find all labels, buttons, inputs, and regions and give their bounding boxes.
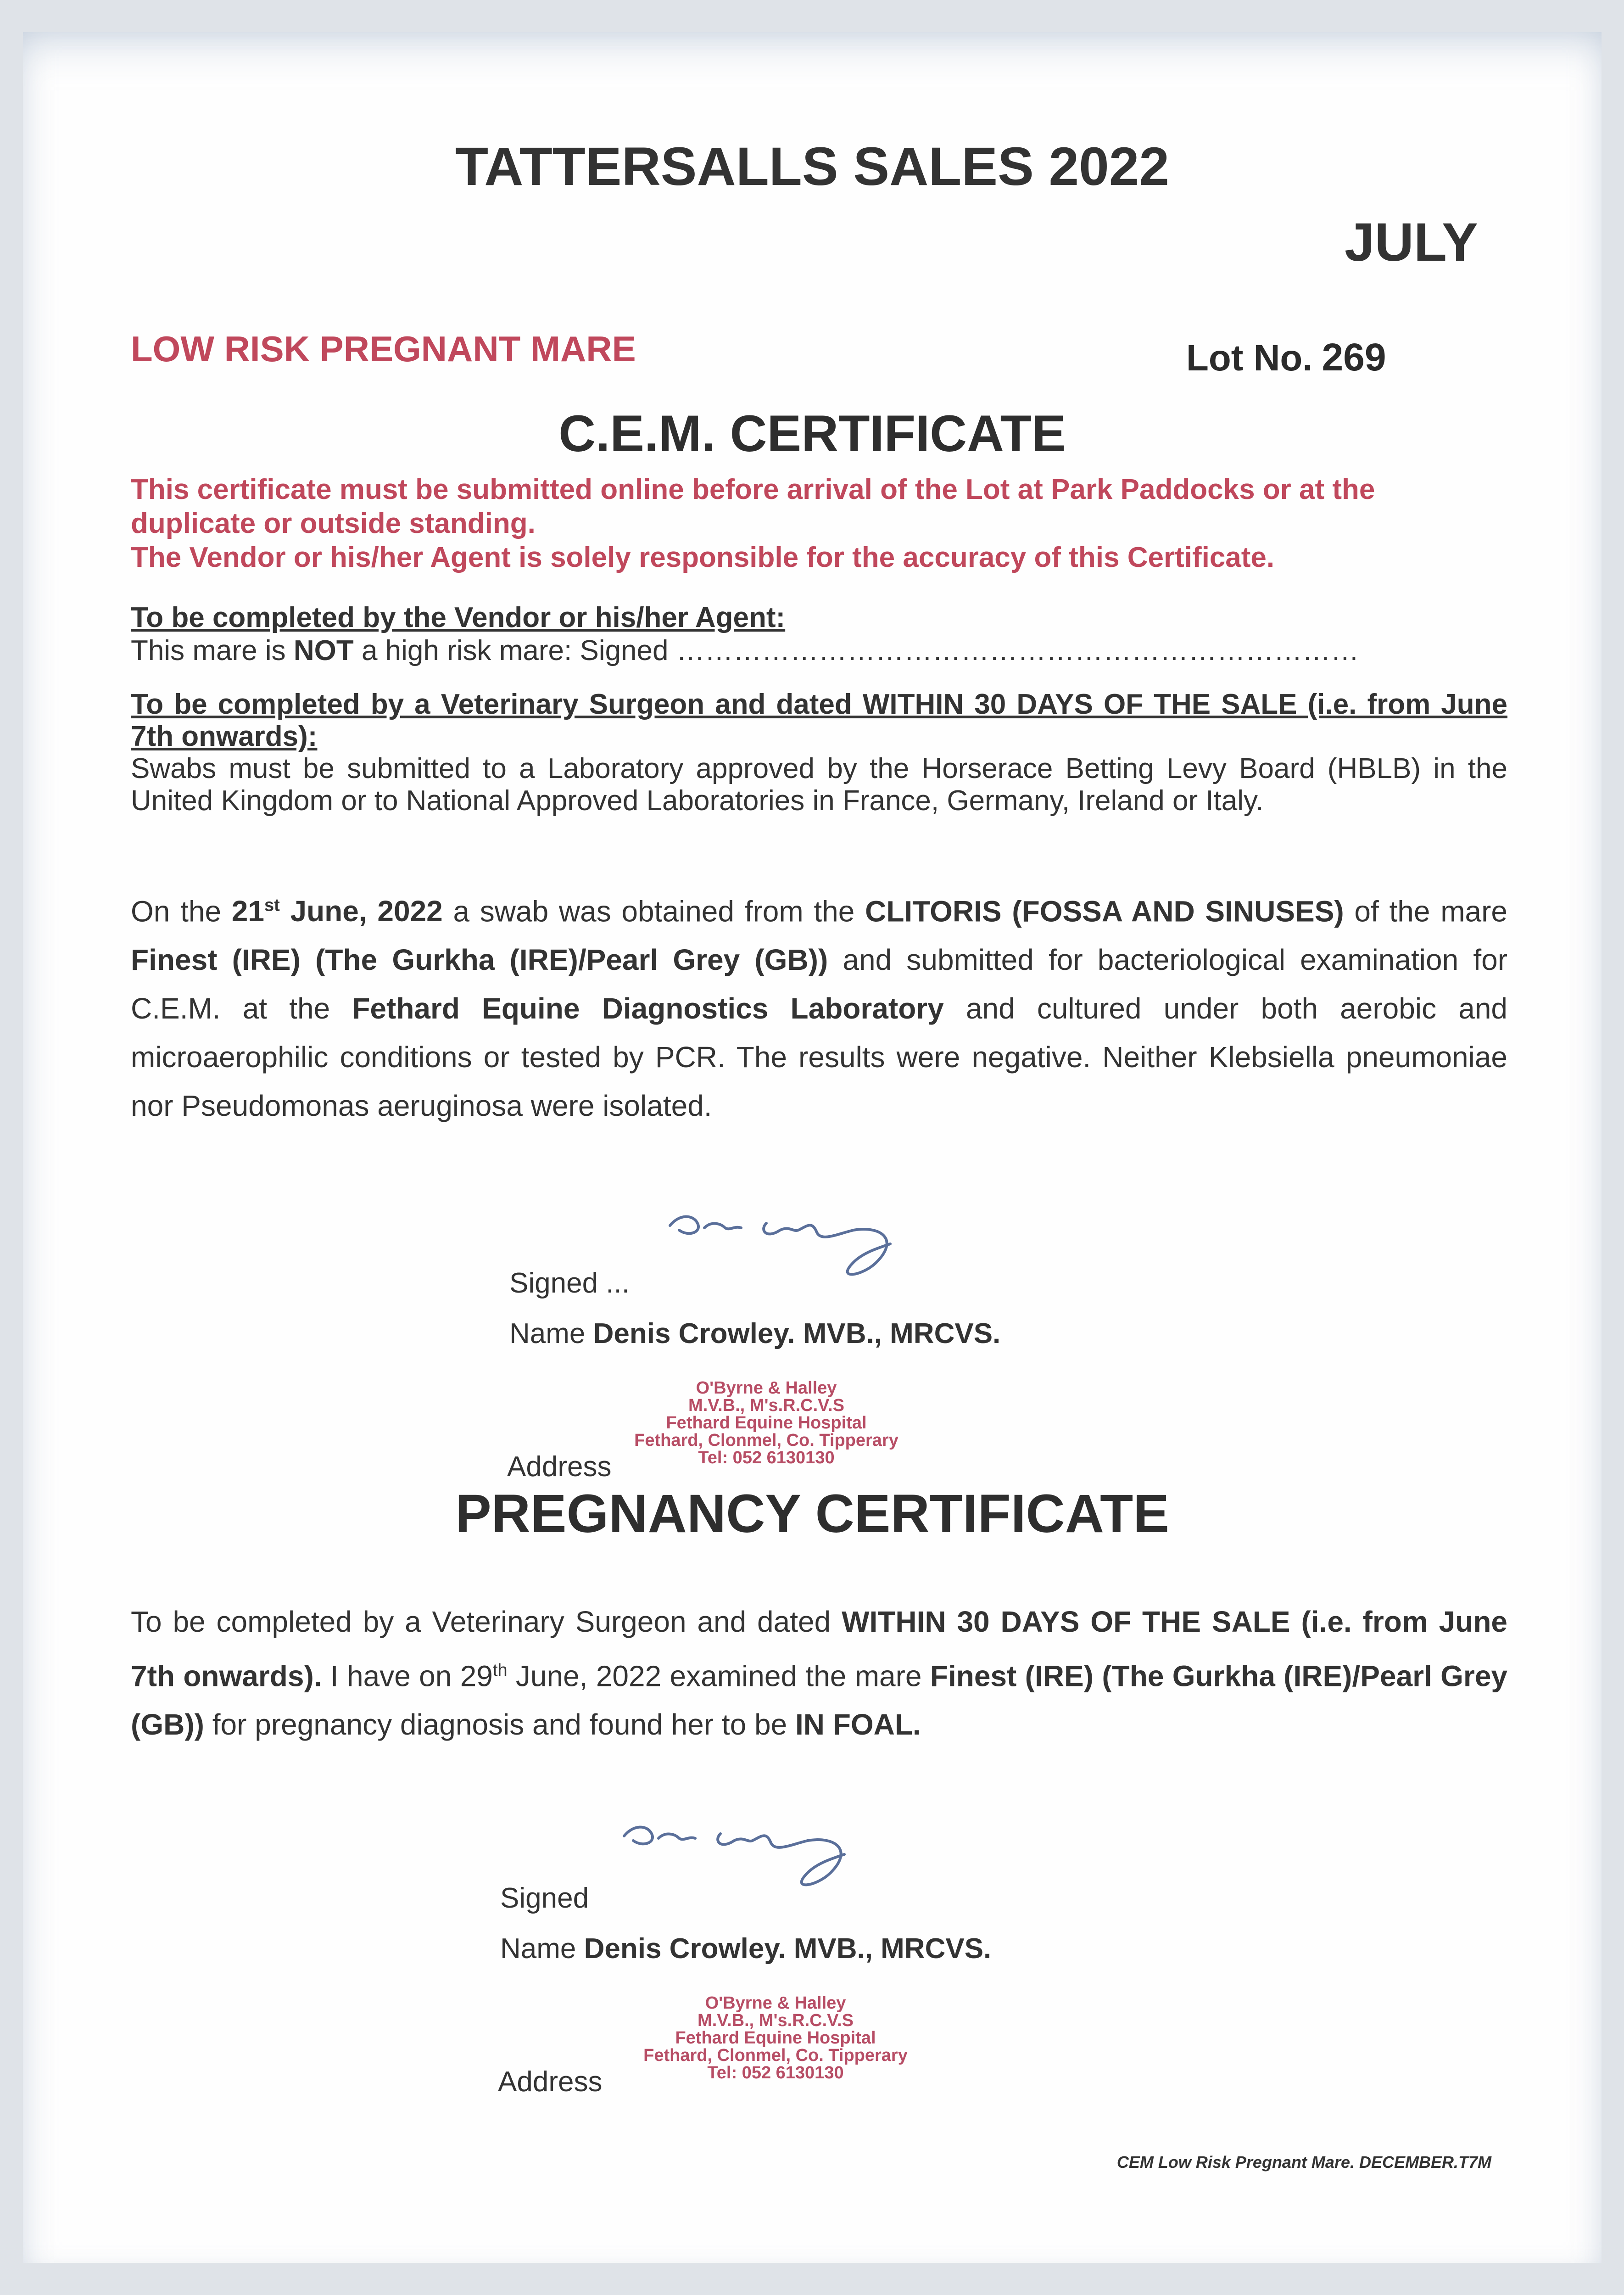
pregnancy-address-label: Address — [498, 2066, 603, 2098]
notice-line-2: The Vendor or his/her Agent is solely responsible for the accuracy of this Certificate. — [131, 542, 1275, 573]
cem-address-label: Address — [507, 1451, 612, 1483]
risk-category: LOW RISK PREGNANT MARE — [131, 329, 636, 369]
vendor-heading: To be completed by the Vendor or his/her Agent: — [131, 602, 786, 633]
cem-signed-label: Signed ... — [509, 1267, 630, 1299]
lot-number — [1186, 335, 1386, 380]
vet-section — [131, 688, 1507, 817]
vendor-statement: This mare is NOT a high risk mare: Signed ……………………………………………………………… — [131, 635, 1359, 666]
lot-value: 269 — [1322, 336, 1386, 379]
cem-practice-stamp: O'Byrne & Halley M.V.B., M's.R.C.V.S Fethard Equine Hospital Fethard, Clonmel, Co. Tipperary Tel: 052 6130130 — [634, 1378, 899, 1467]
pregnancy-certificate-title: PREGNANCY CERTIFICATE — [455, 1483, 1169, 1544]
swab-statement: On the 21st June, 2022 a swab was obtained from the CLITORIS (FOSSA AND SINUSES) of the mare Finest (IRE) (The Gurkha (IRE)/Pearl Grey (GB)) and submitted for bacteriological examination for C.E.M. at the Fethard Equine Diagnostics Laboratory and cultured under both aerobic and microaerophilic conditions or tested by PCR. The results were negative. Neither Klebsiella pneumoniae nor Pseudomonas aeruginosa were isolated. — [131, 895, 1508, 1123]
pregnancy-vet-name: Name Denis Crowley. MVB., MRCVS. — [500, 1933, 992, 1965]
submission-notice — [131, 473, 1507, 575]
vendor-section — [131, 601, 1507, 667]
vet-heading: To be completed by a Veterinary Surgeon and dated WITHIN 30 DAYS OF THE SALE (i.e. from June 7th onwards): — [131, 688, 1507, 752]
cem-signature — [661, 1189, 918, 1294]
vet-instructions: Swabs must be submitted to a Laboratory approved by the Horserace Betting Levy Board (HBLB) in the United Kingdom or to National Approved Laboratories in France, Germany, Ireland or Italy. — [131, 753, 1507, 817]
document-page — [23, 32, 1602, 2263]
cem-vet-name: Name Denis Crowley. MVB., MRCVS. — [509, 1318, 1001, 1349]
form-reference-footer: CEM Low Risk Pregnant Mare. DECEMBER.T7M — [1116, 2153, 1491, 2172]
pregnancy-statement: To be completed by a Veterinary Surgeon and dated WITHIN 30 DAYS OF THE SALE (i.e. from June 7th onwards). I have on 29th June, 2022 examined the mare Finest (IRE) (The Gurkha (IRE)/Pearl Grey (GB)) for pregnancy diagnosis and found her to be IN FOAL. — [131, 1605, 1508, 1741]
lot-label: Lot No. — [1186, 337, 1313, 378]
pregnancy-practice-stamp: O'Byrne & Halley M.V.B., M's.R.C.V.S Fethard Equine Hospital Fethard, Clonmel, Co. Tipperary Tel: 052 6130130 — [643, 1993, 908, 2082]
cem-certificate-title: C.E.M. CERTIFICATE — [558, 405, 1066, 462]
sale-month: JULY — [1345, 212, 1478, 273]
document-title: TATTERSALLS SALES 2022 — [455, 136, 1170, 197]
pregnancy-signed-label: Signed — [500, 1882, 589, 1914]
pregnancy-signature — [615, 1799, 872, 1905]
notice-line-1: This certificate must be submitted online before arrival of the Lot at Park Paddocks or at the duplicate or outside standing. — [131, 474, 1375, 539]
